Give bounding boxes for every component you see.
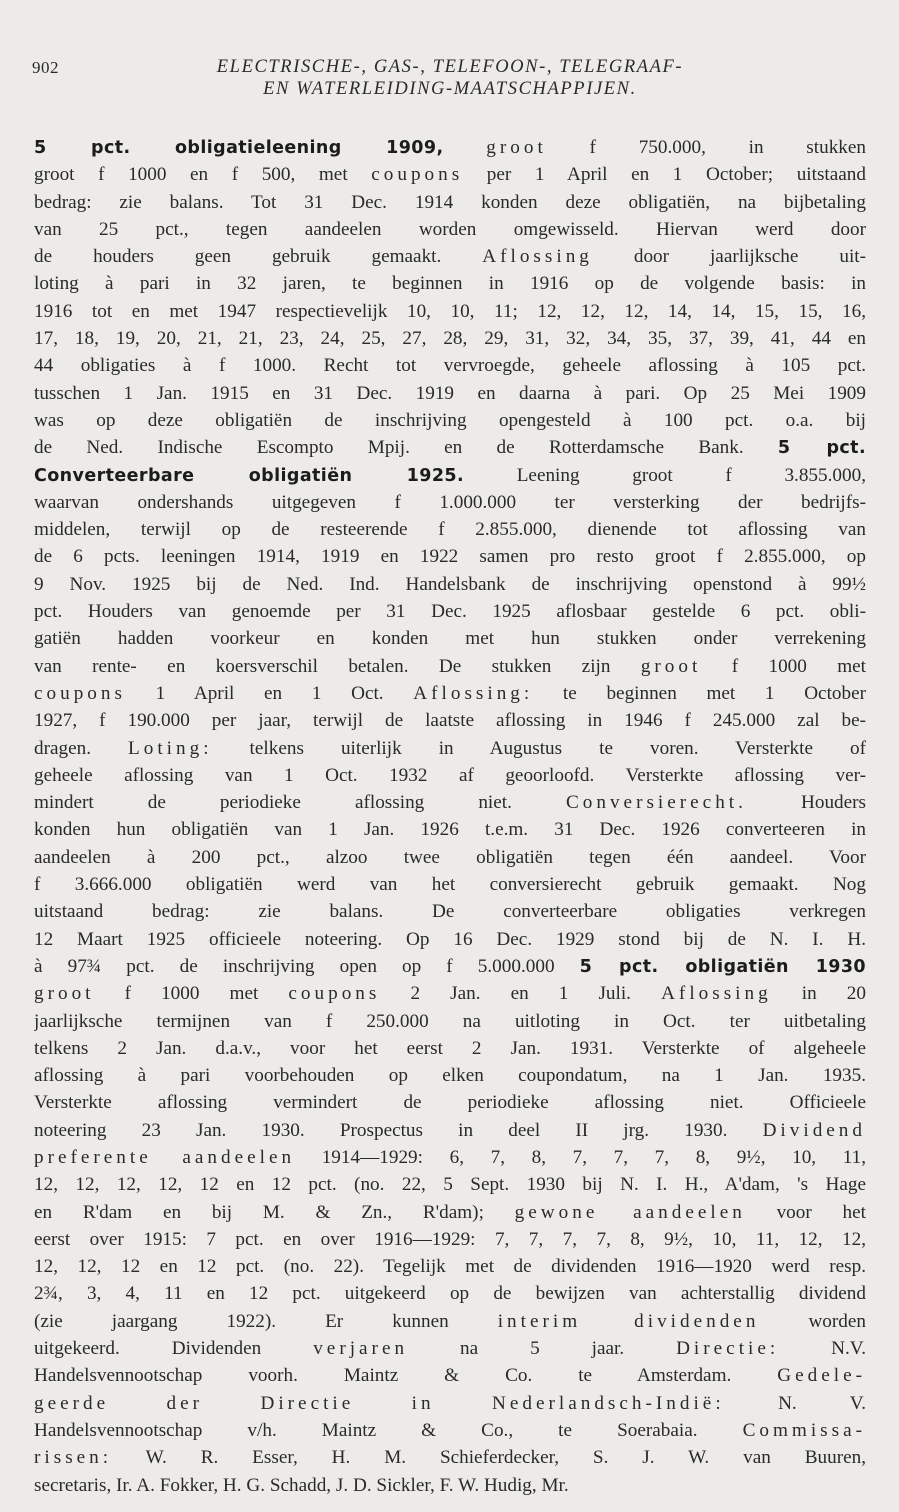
text-line xyxy=(34,762,866,789)
text-run: 1927, f 190.000 per jaar, terwijl de laatste aflossing in 1946 f 245.000 zal be- xyxy=(34,710,866,732)
text-run: dragen. xyxy=(34,737,129,759)
text-run: konden hun obligatiën van 1 Jan. 1926 t.e.m. 31 Dec. 1926 converteeren in xyxy=(34,819,866,841)
text-run: groot f 1000 en f 500, met xyxy=(34,164,372,186)
text-line xyxy=(34,1144,866,1171)
text-run: te beginnen met 1 October xyxy=(533,682,866,704)
spaced-term: groot xyxy=(486,137,547,158)
spaced-term: groot xyxy=(640,655,702,677)
running-head xyxy=(90,56,810,100)
text-run: eerst over 1915: 7 pct. en over 1916—1929: 7, 7, 7, 7, 8, 9½, 10, 11, 12, 12, xyxy=(34,1228,866,1250)
spaced-term: Aflossing xyxy=(661,983,772,1005)
spaced-term: Aflossing: xyxy=(413,682,534,704)
text-line xyxy=(34,1062,866,1089)
text-line xyxy=(34,407,866,434)
body-text xyxy=(34,134,866,1499)
text-run: de Ned. Indische Escompto Mpij. en de Rotterdamsche Bank. xyxy=(34,437,778,459)
text-line xyxy=(34,1199,866,1226)
text-line xyxy=(34,1008,866,1035)
text-run: aflossing à pari voorbehouden op elken coupondatum, na 1 Jan. 1935. xyxy=(34,1065,866,1087)
text-run: tusschen 1 Jan. 1915 en 31 Dec. 1919 en daarna à pari. Op 25 Mei 1909 xyxy=(34,382,866,404)
bold-heading: 5 pct. obligatiën 1930 xyxy=(579,956,866,977)
text-run: in 20 xyxy=(771,983,866,1005)
text-line xyxy=(34,462,866,489)
spaced-term: Conversierecht. xyxy=(565,792,747,814)
text-run xyxy=(444,137,487,158)
text-run: 2¾, 3, 4, 11 en 12 pct. uitgekeerd op de bewijzen van achterstallig dividend xyxy=(34,1283,866,1305)
spaced-term: Directie: xyxy=(676,1338,780,1360)
text-line xyxy=(34,134,866,161)
text-line xyxy=(34,1390,866,1417)
text-run: uitstaand bedrag: zie balans. De converteerbare obligaties verkregen xyxy=(34,901,866,923)
text-run: per 1 April en 1 October; uitstaand xyxy=(463,164,866,186)
text-run: waarvan ondershands uitgegeven f 1.000.000 ter versterking der bedrijfs- xyxy=(34,491,866,513)
spaced-term: interim dividenden xyxy=(497,1310,760,1332)
text-run: 1914—1929: 6, 7, 8, 7, 7, 7, 8, 9½, 10, 11, xyxy=(295,1146,866,1168)
spaced-term: Aflossing xyxy=(482,246,593,268)
text-line xyxy=(34,871,866,898)
text-line xyxy=(34,243,866,270)
text-run: loting à pari in 32 jaren, te beginnen in 1916 op de volgende basis: in xyxy=(34,273,866,295)
text-run: bedrag: zie balans. Tot 31 Dec. 1914 konden deze obligatiën, na bijbetaling xyxy=(34,191,866,213)
text-run: 12, 12, 12 en 12 pct. (no. 22). Tegelijk met de dividenden 1916—1920 werd resp. xyxy=(34,1256,866,1278)
text-line xyxy=(34,1308,866,1335)
text-run: mindert de periodieke aflossing niet. xyxy=(34,792,566,814)
text-line xyxy=(34,1035,866,1062)
text-line xyxy=(34,489,866,516)
spaced-term: coupons xyxy=(288,983,381,1005)
text-line xyxy=(34,1089,866,1116)
text-line xyxy=(34,816,866,843)
text-line xyxy=(34,571,866,598)
text-line xyxy=(34,789,866,816)
text-line xyxy=(34,516,866,543)
text-run: aandeelen à 200 pct., alzoo twee obligatiën tegen één aandeel. Voor xyxy=(34,846,866,868)
text-run: telkens uiterlijk in Augustus te voren. Versterkte of xyxy=(212,737,866,759)
text-run: van 25 pct., tegen aandeelen worden omgewisseld. Hiervan werd door xyxy=(34,218,866,240)
text-line xyxy=(34,953,866,980)
text-run: gatiën hadden voorkeur en konden met hun stukken onder verrekening xyxy=(34,628,866,650)
text-line xyxy=(34,625,866,652)
text-line xyxy=(34,380,866,407)
text-line xyxy=(34,1335,866,1362)
text-line xyxy=(34,434,866,461)
text-run: en R'dam en bij M. & Zn., R'dam); xyxy=(34,1201,515,1223)
text-run: 9 Nov. 1925 bij de Ned. Ind. Handelsbank de inschrijving openstond à 99½ xyxy=(34,573,866,595)
text-run: 12 Maart 1925 officieele noteering. Op 16 Dec. 1929 stond bij de N. I. H. xyxy=(34,928,866,950)
text-run: 1 April en 1 Oct. xyxy=(125,682,414,704)
text-line xyxy=(34,325,866,352)
text-run: f 750.000, in stukken xyxy=(546,137,866,158)
text-run: secretaris, Ir. A. Fokker, H. G. Schadd, J. D. Sickler, F. W. Hudig, Mr. xyxy=(34,1474,569,1496)
text-run: Houders xyxy=(746,792,866,814)
text-run: was op deze obligatiën de inschrijving opengesteld à 100 pct. o.a. bij xyxy=(34,409,866,431)
text-line xyxy=(34,543,866,570)
text-run: voor het xyxy=(745,1201,866,1223)
text-run: 2 Jan. en 1 Juli. xyxy=(380,983,662,1005)
text-run: Handelsvennootschap voorh. Maintz & Co. te Amsterdam. xyxy=(34,1365,778,1387)
text-run: pct. Houders van genoemde per 31 Dec. 1925 aflosbaar gestelde 6 pct. obli- xyxy=(34,601,866,623)
text-line xyxy=(34,352,866,379)
text-line xyxy=(34,1444,866,1471)
text-run: W. R. Esser, H. M. Schieferdecker, S. J. W. van Buuren, xyxy=(112,1447,866,1469)
text-line xyxy=(34,844,866,871)
text-run: middelen, terwijl op de resteerende f 2.855.000, dienende tot aflossing van xyxy=(34,519,866,541)
text-line xyxy=(34,1226,866,1253)
text-run: worden xyxy=(759,1310,866,1332)
text-line xyxy=(34,653,866,680)
text-line xyxy=(34,189,866,216)
text-run: à 97¾ pct. de inschrijving open op f 5.000.000 xyxy=(34,955,580,977)
text-line xyxy=(34,1417,866,1444)
text-line xyxy=(34,735,866,762)
spaced-term: verjaren xyxy=(313,1338,409,1360)
text-run: telkens 2 Jan. d.a.v., voor het eerst 2 Jan. 1931. Versterkte of algeheele xyxy=(34,1037,866,1059)
spaced-term: coupons xyxy=(34,682,126,704)
text-line xyxy=(34,161,866,188)
text-line xyxy=(34,598,866,625)
spaced-term: geerde der Directie in Nederlandsch-Indië: xyxy=(34,1392,725,1414)
text-line xyxy=(34,707,866,734)
spaced-term: Commissa- xyxy=(742,1419,866,1441)
bold-heading: 5 pct. obligatieleening 1909, xyxy=(34,138,444,158)
text-run: 44 obligaties à f 1000. Recht tot vervroegde, geheele aflossing à 105 pct. xyxy=(34,355,866,377)
text-run: 17, 18, 19, 20, 21, 21, 23, 24, 25, 27, 28, 29, 31, 32, 34, 35, 37, 39, 41, 44 en xyxy=(34,328,866,350)
text-run: noteering 23 Jan. 1930. Prospectus in deel II jrg. 1930. xyxy=(34,1119,763,1141)
text-line xyxy=(34,926,866,953)
text-line xyxy=(34,1362,866,1389)
text-run: uitgekeerd. Dividenden xyxy=(34,1338,314,1360)
text-line xyxy=(34,1280,866,1307)
spaced-term: Loting: xyxy=(128,737,213,759)
text-line xyxy=(34,1253,866,1280)
text-run: f 3.666.000 obligatiën werd van het conversierecht gebruik gemaakt. Nog xyxy=(34,874,866,896)
text-run: na 5 jaar. xyxy=(408,1338,677,1360)
text-run: 12, 12, 12, 12, 12 en 12 pct. (no. 22, 5 Sept. 1930 bij N. I. H., A'dam, 's Hage xyxy=(34,1174,866,1196)
text-run: door jaarlijksche uit- xyxy=(592,246,866,268)
text-run: de houders geen gebruik gemaakt. xyxy=(34,246,483,268)
text-run: N. V. xyxy=(724,1392,866,1414)
text-run: 1916 tot en met 1947 respectievelijk 10, 10, 11; 12, 12, 12, 14, 14, 15, 15, 16, xyxy=(34,300,866,322)
text-line xyxy=(34,898,866,925)
text-line xyxy=(34,270,866,297)
text-run: Leening groot f 3.855.000, xyxy=(464,464,866,486)
spaced-term: Dividend xyxy=(762,1119,866,1141)
text-run: jaarlijksche termijnen van f 250.000 na uitloting in Oct. ter uitbetaling xyxy=(34,1010,866,1032)
text-run: f 1000 met xyxy=(701,655,866,677)
spaced-term: Gedele- xyxy=(777,1365,866,1387)
running-head-line-1: ELECTRISCHE-, GAS-, TELEFOON-, TELEGRAAF- xyxy=(216,57,684,77)
text-line xyxy=(34,1117,866,1144)
text-run: N.V. xyxy=(779,1338,866,1360)
text-run: Handelsvennootschap v/h. Maintz & Co., te Soerabaia. xyxy=(34,1419,743,1441)
spaced-term: coupons xyxy=(371,164,464,186)
text-run: geheele aflossing van 1 Oct. 1932 af geoorloofd. Versterkte aflossing ver- xyxy=(34,764,866,786)
text-run: Versterkte aflossing vermindert de periodieke aflossing niet. Officieele xyxy=(34,1092,866,1114)
page-number: 902 xyxy=(32,58,59,77)
text-run: f 1000 met xyxy=(94,983,289,1005)
text-line xyxy=(34,1472,866,1499)
text-line xyxy=(34,216,866,243)
text-run: van rente- en koersverschil betalen. De stukken zijn xyxy=(34,655,641,677)
spaced-term: rissen: xyxy=(34,1447,113,1469)
page-header xyxy=(30,52,870,112)
spaced-term: groot xyxy=(34,983,95,1005)
bold-heading: 5 pct. xyxy=(777,438,866,459)
text-run: (zie jaargang 1922). Er kunnen xyxy=(34,1310,498,1332)
text-line xyxy=(34,680,866,707)
text-line xyxy=(34,1171,866,1198)
spaced-term: preferente aandeelen xyxy=(34,1146,296,1168)
text-run: de 6 pcts. leeningen 1914, 1919 en 1922 samen pro resto groot f 2.855.000, op xyxy=(34,546,866,568)
running-head-line-2: EN WATERLEIDING-MAATSCHAPPIJEN. xyxy=(263,79,637,99)
text-line xyxy=(34,980,866,1007)
bold-heading: Converteerbare obligatiën 1925. xyxy=(34,465,465,486)
spaced-term: gewone aandeelen xyxy=(514,1201,746,1223)
text-line xyxy=(34,298,866,325)
